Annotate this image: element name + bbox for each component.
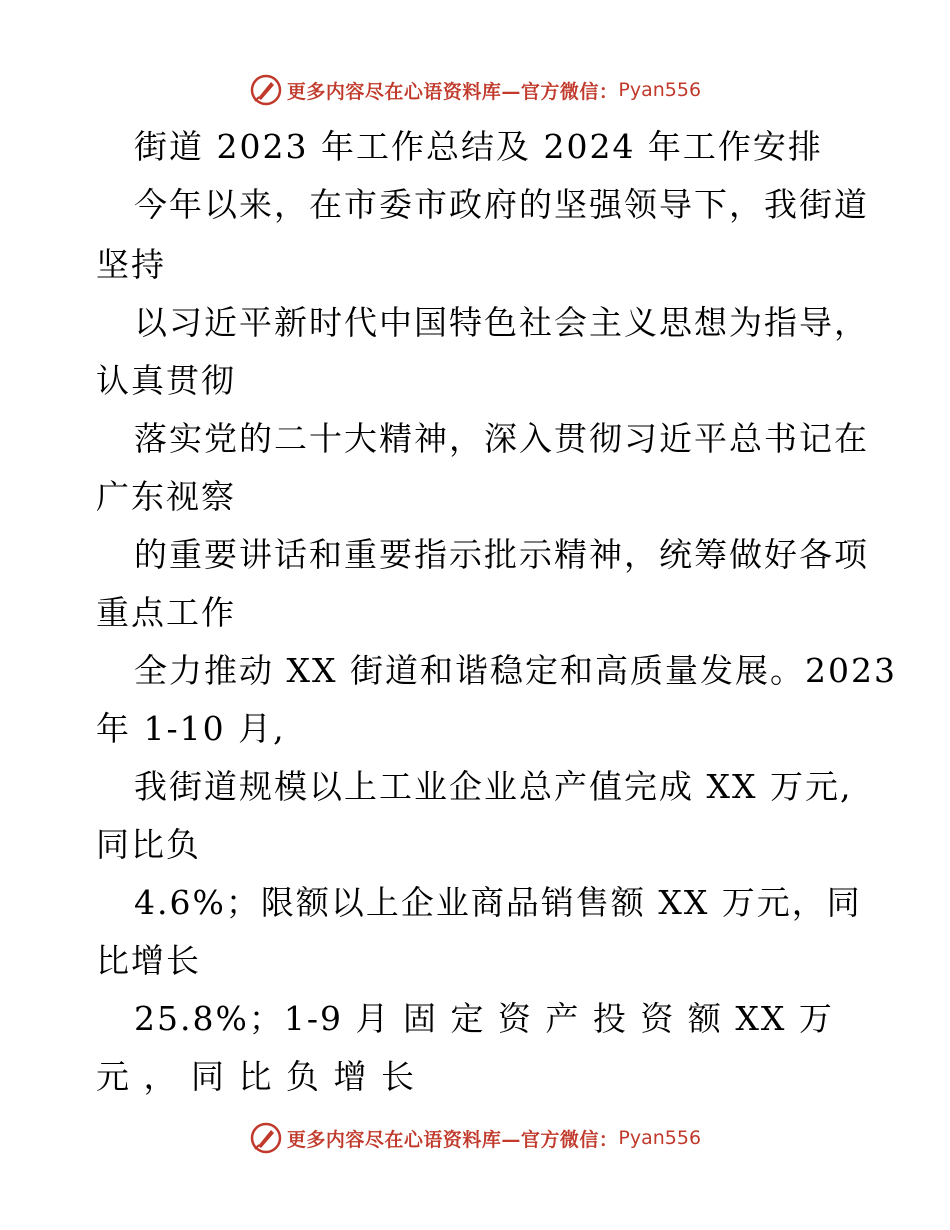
text-line: 元 ， 同 比 负 增 长 <box>96 1057 416 1096</box>
text-line: 年 1-10 月, <box>96 709 286 748</box>
text-line: 我街道规模以上工业企业总产值完成 XX 万元, <box>134 767 853 806</box>
watermark-footer <box>0 1118 950 1158</box>
text-line: 落实党的二十大精神，深入贯彻习近平总书记在 <box>134 419 869 458</box>
watermark-text: 更多内容尽在心语资料库—官方微信： <box>286 80 619 103</box>
text-line: 认真贯彻 <box>96 361 236 400</box>
watermark-id: Pyan556 <box>618 79 702 101</box>
document-title: 街道 2023 年工作总结及 2024 年工作安排 <box>134 127 823 166</box>
text-line: 广东视察 <box>96 477 236 516</box>
watermark-text: 更多内容尽在心语资料库—官方微信： <box>286 1128 619 1151</box>
text-line: 重点工作 <box>96 593 236 632</box>
text-line: 坚持 <box>96 245 166 284</box>
text-line: 的重要讲话和重要指示批示精神，统筹做好各项 <box>134 535 869 574</box>
text-line: 4.6%；限额以上企业商品销售额 XX 万元，同 <box>134 883 862 922</box>
text-line: 同比负 <box>96 825 201 864</box>
text-line: 今年以来，在市委市政府的坚强领导下，我街道 <box>134 185 869 224</box>
text-line: 比增长 <box>96 941 201 980</box>
quill-pen-circle-icon <box>249 73 283 107</box>
quill-pen-circle-icon <box>249 1121 283 1155</box>
text-line: 以习近平新时代中国特色社会主义思想为指导， <box>134 303 869 342</box>
watermark-id: Pyan556 <box>618 1127 702 1149</box>
text-line: 25.8%；1-9 月 固 定 资 产 投 资 额 XX 万 <box>134 999 834 1038</box>
text-line: 全力推动 XX 街道和谐稳定和高质量发展。2023 <box>134 651 897 690</box>
watermark-header <box>0 70 950 110</box>
